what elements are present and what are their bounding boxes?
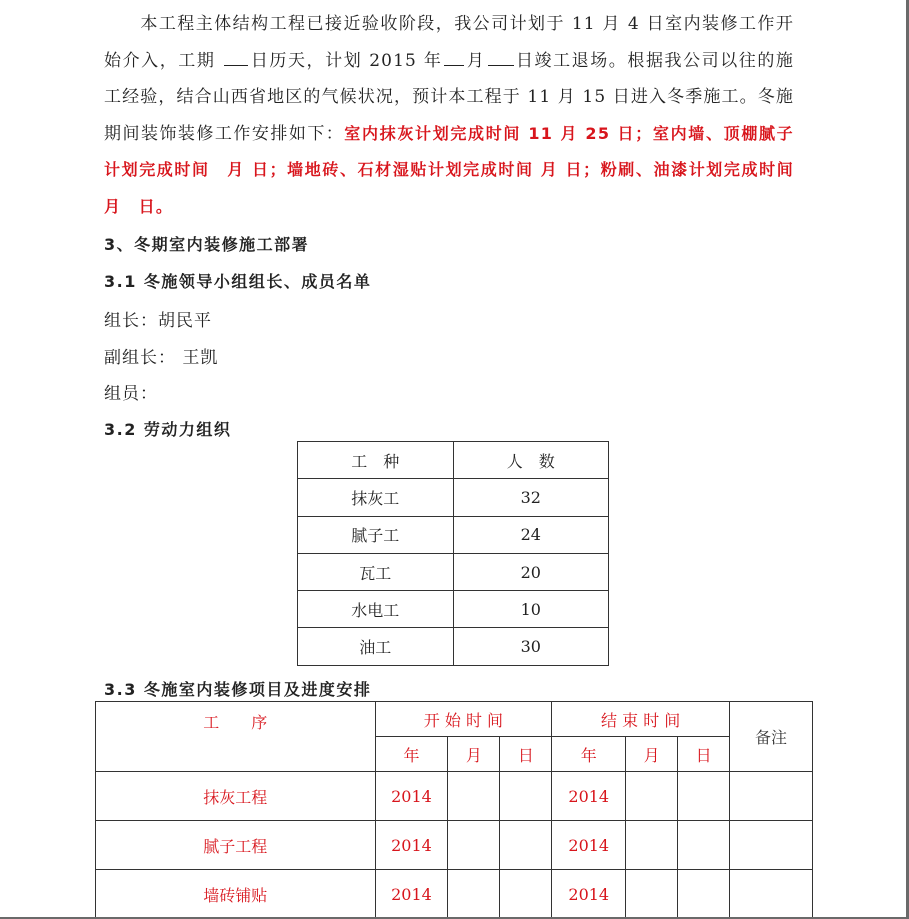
vice-leader-line: 副组长： 王凯	[104, 348, 219, 368]
members-line: 组员：	[104, 384, 158, 404]
table-row	[96, 772, 813, 821]
sub-month: 月	[626, 737, 678, 772]
section-3-heading: 3、冬期室内装修施工部署	[104, 235, 310, 254]
start-day-cell	[500, 870, 552, 919]
end-day-cell	[678, 870, 730, 919]
end-month-cell	[626, 870, 678, 919]
section-3-2-heading: 3.2 劳动力组织	[104, 420, 232, 439]
end-year-cell: 2014	[552, 772, 626, 821]
table-row	[298, 628, 609, 665]
count-cell: 10	[453, 591, 609, 628]
trade-cell: 瓦工	[298, 553, 454, 590]
header-process: 工 序	[96, 702, 376, 772]
end-year-cell: 2014	[552, 821, 626, 870]
trade-cell: 抹灰工	[298, 479, 454, 516]
para-text-4: 日竣工退场。根据我公司以往的施工经验，结合山西省地区的气候状况，预计本工程于 11 月 15 日进入冬季施工。冬施期间装饰装修工作安排如下：	[104, 50, 795, 144]
start-year-cell: 2014	[375, 821, 448, 870]
sub-year: 年	[552, 737, 626, 772]
process-cell: 抹灰工程	[96, 772, 376, 821]
end-day-cell	[678, 772, 730, 821]
sub-day: 日	[500, 737, 552, 772]
count-cell: 30	[453, 628, 609, 665]
process-cell: 墙砖铺贴	[96, 870, 376, 919]
table-row	[298, 553, 609, 590]
process-cell: 腻子工程	[96, 821, 376, 870]
end-year-cell: 2014	[552, 870, 626, 919]
section-3-3-heading: 3.3 冬施室内装修项目及进度安排	[104, 680, 372, 699]
table-row	[96, 870, 813, 919]
table-row	[96, 821, 813, 870]
note-cell	[730, 821, 813, 870]
sub-year: 年	[375, 737, 448, 772]
para-text-1: 本工程主体结构工程已接近验收阶段，我公司计划于 11 月 4 日室内装修工作开始介入，工期	[104, 14, 794, 71]
table-row	[298, 516, 609, 553]
start-month-cell	[448, 870, 500, 919]
blank-days	[224, 51, 248, 66]
intro-paragraph	[104, 6, 812, 225]
labor-table	[297, 441, 609, 666]
para-text-2: 日历天，计划 2015 年	[250, 50, 443, 71]
header-end-time: 结 束 时 间	[552, 702, 730, 737]
para-text-3: 月	[466, 50, 486, 71]
labor-header-count: 人 数	[453, 442, 609, 479]
blank-day	[488, 51, 514, 66]
sub-month: 月	[448, 737, 500, 772]
count-cell: 20	[453, 553, 609, 590]
schedule-header-row	[96, 702, 813, 737]
count-cell: 24	[453, 516, 609, 553]
header-start-time: 开 始 时 间	[375, 702, 552, 737]
trade-cell: 腻子工	[298, 516, 454, 553]
schedule-highlight: 室内抹灰计划完成时间 11 月 25 日；室内墙、顶棚腻子计划完成时间 月 日；墙地砖、石材湿贴计划完成时间 月 日；粉刷、油漆计划完成时间 月 日。	[104, 123, 812, 216]
count-cell: 32	[453, 479, 609, 516]
end-day-cell	[678, 821, 730, 870]
labor-header-row	[298, 442, 609, 479]
start-month-cell	[448, 821, 500, 870]
header-note: 备注	[730, 702, 813, 772]
start-year-cell: 2014	[375, 772, 448, 821]
start-year-cell: 2014	[375, 870, 448, 919]
table-row	[298, 479, 609, 516]
end-month-cell	[626, 772, 678, 821]
start-day-cell	[500, 821, 552, 870]
note-cell	[730, 870, 813, 919]
note-cell	[730, 772, 813, 821]
schedule-table	[95, 701, 813, 919]
trade-cell: 水电工	[298, 591, 454, 628]
section-3-1-heading: 3.1 冬施领导小组组长、成员名单	[104, 272, 372, 291]
table-row	[298, 591, 609, 628]
trade-cell: 油工	[298, 628, 454, 665]
sub-day: 日	[678, 737, 730, 772]
blank-month	[444, 51, 464, 66]
leader-line: 组长：胡民平	[104, 311, 212, 331]
labor-header-trade: 工 种	[298, 442, 454, 479]
start-day-cell	[500, 772, 552, 821]
start-month-cell	[448, 772, 500, 821]
end-month-cell	[626, 821, 678, 870]
